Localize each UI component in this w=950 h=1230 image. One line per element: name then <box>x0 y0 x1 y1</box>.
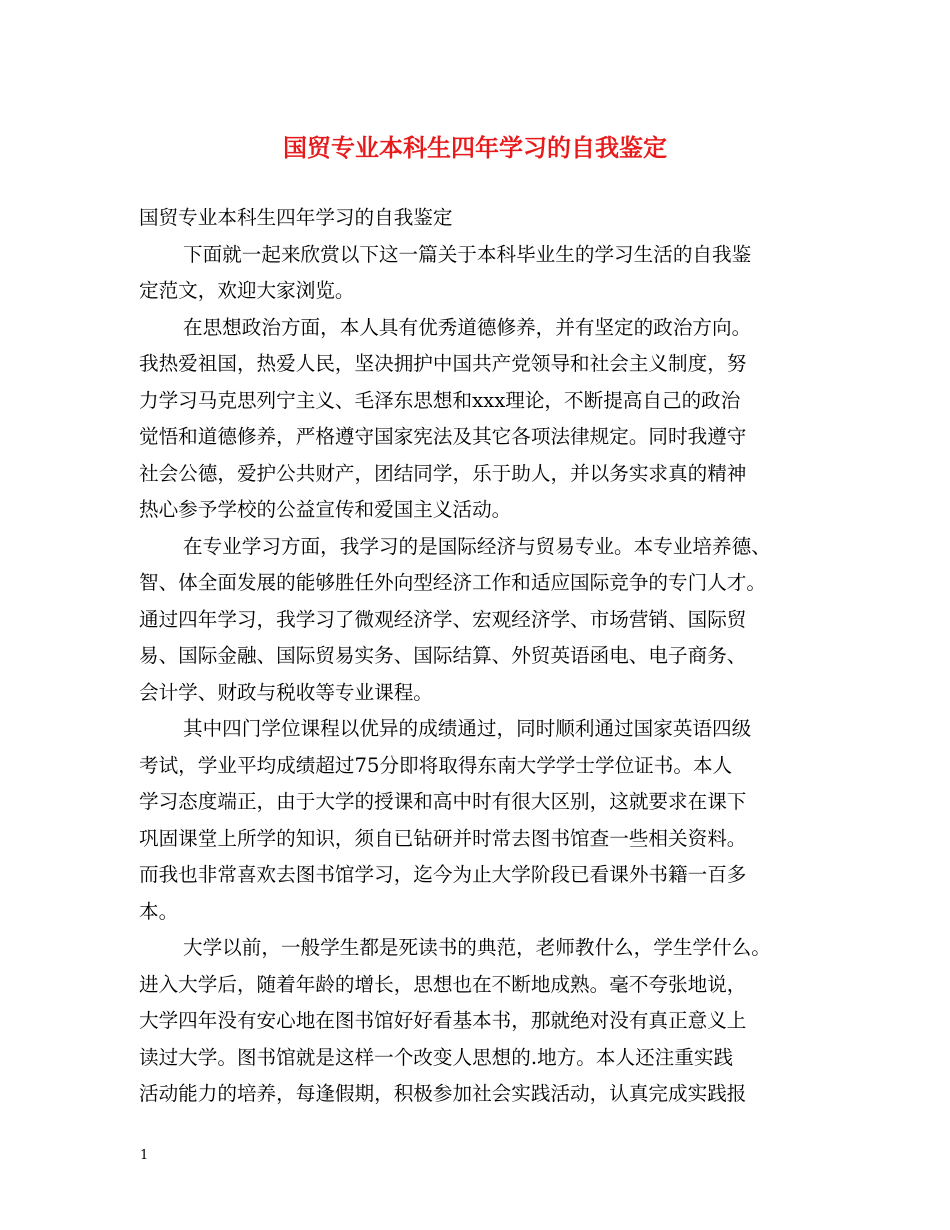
body-line: 读过大学。图书馆就是这样一个改变人思想的.地方。本人还注重实践 <box>139 1045 734 1069</box>
document-title: 国贸专业本科生四年学习的自我鉴定 <box>283 133 667 162</box>
body-line: 力学习马克思列宁主义、毛泽东思想和xxx理论，不断提高自己的政治 <box>139 388 741 412</box>
body-line: 觉悟和道德修养，严格遵守国家宪法及其它各项法律规定。同时我遵守 <box>139 425 747 448</box>
body-line: 易、国际金融、国际贸易实务、国际结算、外贸英语函电、电子商务、 <box>139 644 747 667</box>
body-line: 定范文，欢迎大家浏览。 <box>139 279 355 302</box>
body-line: 考试，学业平均成绩超过75分即将取得东南大学学士学位证书。本人 <box>139 753 733 777</box>
body-line: 大学以前，一般学生都是死读书的典范，老师教什么，学生学什么。 <box>183 936 771 959</box>
body-line: 在专业学习方面，我学习的是国际经济与贸易专业。本专业培养德、 <box>183 534 771 558</box>
body-line: 本。 <box>139 899 179 923</box>
body-line: 而我也非常喜欢去图书馆学习，迄今为止大学阶段已看课外书籍一百多 <box>139 863 747 886</box>
body-line: 学习态度端正，由于大学的授课和高中时有很大区别，这就要求在课下 <box>139 790 747 813</box>
body-line: 社会公德，爱护公共财产，团结同学，乐于助人，并以务实求真的精神 <box>139 461 747 485</box>
document-body <box>139 200 829 1113</box>
body-line: 在思想政治方面，本人具有优秀道德修养，并有坚定的政治方向。 <box>183 315 752 339</box>
body-line: 进入大学后，随着年龄的增长，思想也在不断地成熟。毫不夸张地说， <box>139 972 747 996</box>
body-line: 活动能力的培养，每逢假期，积极参加社会实践活动，认真完成实践报 <box>139 1082 747 1105</box>
body-line: 国贸专业本科生四年学习的自我鉴定 <box>139 206 453 229</box>
body-line: 智、体全面发展的能够胜任外向型经济工作和适应国际竞争的专门人才。 <box>139 571 766 594</box>
body-line: 大学四年没有安心地在图书馆好好看基本书，那就绝对没有真正意义上 <box>139 1009 747 1032</box>
body-line: 其中四门学位课程以优异的成绩通过，同时顺利通过国家英语四级 <box>183 717 752 740</box>
body-line: 会计学、财政与税收等专业课程。 <box>139 680 433 704</box>
page-number: 1 <box>140 1148 149 1163</box>
body-line: 下面就一起来欣赏以下这一篇关于本科毕业生的学习生活的自我鉴 <box>183 242 752 266</box>
body-line: 热心参予学校的公益宣传和爱国主义活动。 <box>139 498 512 521</box>
body-line: 我热爱祖国，热爱人民，坚决拥护中国共产党领导和社会主义制度，努 <box>139 352 747 375</box>
body-line: 巩固课堂上所学的知识，须自已钻研并时常去图书馆查一些相关资料。 <box>139 826 747 850</box>
body-line: 通过四年学习，我学习了微观经济学、宏观经济学、市场营销、国际贸 <box>139 607 747 631</box>
